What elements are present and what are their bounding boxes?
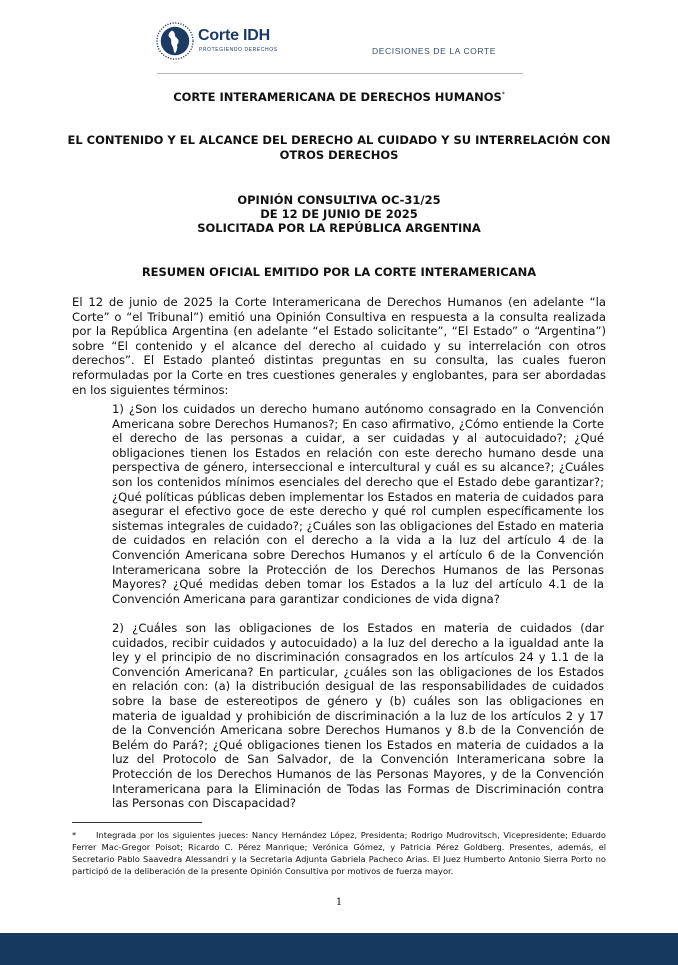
requested-by: SOLICITADA POR LA REPÚBLICA ARGENTINA [197, 221, 481, 235]
header-divider [157, 73, 523, 74]
footnote-divider [72, 822, 202, 823]
subject-heading: EL CONTENIDO Y EL ALCANCE DEL DERECHO AL CUIDADO Y SU INTERRELACIÓN CON OTROS DERECHOS [67, 133, 611, 162]
opinion-date: DE 12 DE JUNIO DE 2025 [260, 207, 418, 221]
footer-band [0, 933, 678, 965]
footnote [72, 829, 606, 877]
brand-name: Corte IDH [198, 27, 270, 44]
brand-tagline: PROTEGIENDO DERECHOS [199, 47, 278, 53]
corte-idh-globe-logo [156, 22, 194, 60]
footnote-text: Integrada por los siguientes jueces: Nancy Hernández López, Presidenta; Rodrigo Mudrovitsch, Vicepresidente; Eduardo Ferrer Mac-Gregor Poisot; Ricardo C. Pérez Manrique; Verónica Gómez, y Patricia Pérez Goldberg. Presentes, además, el Secretario Pablo Saavedra Alessandri y la Secretaria Adjunta Gabriela Pacheco Arias. El Juez Humberto Antonio Sierra Porto no participó de la deliberación de la presente Opinión Consultiva por motivos de fuerza mayor. [72, 830, 606, 876]
court-heading-text: CORTE INTERAMERICANA DE DERECHOS HUMANOS [173, 89, 502, 104]
question-2-paragraph: 2) ¿Cuáles son las obligaciones de los Estados en materia de cuidados (dar cuidados, recibir cuidados y autocuidado) a la luz del derecho a la igualdad ante la ley y el principio de no discriminación consagrados en los artículos 24 y 1.1 de la Convención Americana? En particular, ¿cuáles son las obligaciones de los Estados en relación con: (a) la distribución desigual de las responsabilidades de cuidados sobre la base de estereotipos de género y (b) cuáles son las obligaciones en materia de igualdad y prohibición de discriminación a la luz de los artículos 2 y 17 de la Convención Americana sobre Derechos Humanos y 8.b de la Convención de Belém do Pará?; ¿Qué obligaciones tienen los Estados en materia de cuidados a la luz del Protocolo de San Salvador, de la Convención Interamericana sobre la Protección de los Derechos Humanos de las Personas Mayores, y de la Convención Interamericana para la Eliminación de Todas las Formas de Discriminación contra las Personas con Discapacidad? [112, 621, 604, 811]
page-number: 1 [335, 897, 343, 908]
intro-paragraph: El 12 de junio de 2025 la Corte Interamericana de Derechos Humanos (en adelante “la Corte” o “el Tribunal”) emitió una Opinión Consultiva en respuesta a la consulta realizada por la República Argentina (en adelante “el Estado solicitante”, “El Estado” o “Argentina”) sobre “El contenido y el alcance del derecho al cuidado y su interrelación con otros derechos”. El Estado planteó distintas preguntas en su consulta, las cuales fueron reformuladas por la Corte en tres cuestiones generales y englobantes, para ser abordadas en los siguientes términos: [72, 295, 606, 397]
summary-heading: RESUMEN OFICIAL EMITIDO POR LA CORTE INTERAMERICANA [141, 265, 537, 279]
footnote-reference[interactable]: * [501, 91, 505, 98]
opinion-heading: OPINIÓN CONSULTIVA OC-31/25 [237, 193, 441, 207]
document-header [0, 0, 678, 80]
court-heading [60, 88, 618, 104]
footnote-marker: * [72, 830, 77, 840]
section-label: DECISIONES DE LA CORTE [372, 46, 497, 56]
question-1-paragraph: 1) ¿Son los cuidados un derecho humano autónomo consagrado en la Convención Americana sobre Derechos Humanos?; En caso afirmativo, ¿Cómo entiende la Corte el derecho de las personas a cuidar, a ser cuidadas y al autocuidado?; ¿Qué obligaciones tienen los Estados en relación con este derecho humano desde una perspectiva de género, interseccional e intercultural y cuál es su alcance?; ¿Cuáles son los contenidos mínimos esenciales del derecho que el Estado debe garantizar?; ¿Qué políticas públicas deben implementar los Estados en materia de cuidados para asegurar el efectivo goce de este derecho y qué rol cumplen específicamente los sistemas integrales de cuidado?; ¿Cuáles son las obligaciones del Estado en materia de cuidados en relación con el derecho a la vida a la luz del artículo 4 de la Convención Americana sobre Derechos Humanos y el artículo 6 de la Convención Interamericana sobre la Protección de los Derechos Humanos de las Personas Mayores? ¿Qué medidas deben tomar los Estados a la luz del artículo 4.1 de la Convención Americana para garantizar condiciones de vida digna? [112, 402, 604, 606]
